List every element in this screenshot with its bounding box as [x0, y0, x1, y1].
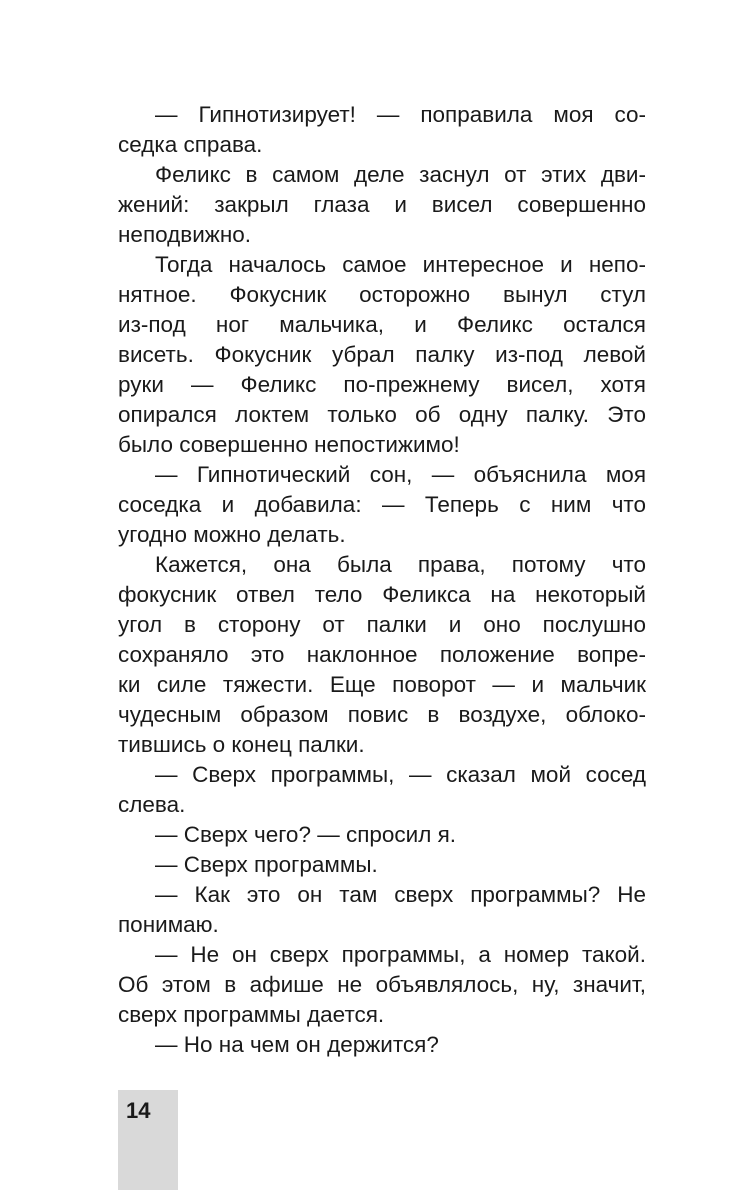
text-line: нятное. Фокусник осторожно вынул стул — [118, 282, 646, 307]
text-line: — Как это он там сверх программы? Не — [155, 882, 646, 907]
paragraph — [118, 880, 646, 940]
text-line: чудесным образом повис в воздухе, облоко- — [118, 702, 646, 727]
text-line: угол в сторону от палки и оно послушно — [118, 612, 646, 637]
text-line: фокусник отвел тело Феликса на некоторый — [118, 582, 646, 607]
paragraph — [118, 460, 646, 550]
paragraph — [118, 850, 646, 880]
text-line: неподвижно. — [118, 222, 252, 247]
text-line: соседка и добавила: — Теперь с ним что — [118, 492, 646, 517]
text-line: жений: закрыл глаза и висел совершенно — [118, 192, 646, 217]
text-line: Об этом в афише не объявлялось, ну, значит, — [118, 972, 646, 997]
paragraph — [118, 760, 646, 820]
text-line: тившись о конец палки. — [118, 732, 365, 757]
text-line: — Сверх программы. — [155, 852, 378, 877]
text-line: сохраняло это наклонное положение вопре- — [118, 642, 646, 667]
page-body — [118, 100, 646, 1060]
paragraph — [118, 160, 646, 250]
text-line: Феликс в самом деле заснул от этих дви- — [155, 162, 646, 187]
text-line: ки силе тяжести. Еще поворот — и мальчик — [118, 672, 646, 697]
text-line: — Не он сверх программы, а номер такой. — [155, 942, 646, 967]
text-line: опирался локтем только об одну палку. Это — [118, 402, 646, 427]
text-line: — Сверх чего? — спросил я. — [155, 822, 457, 847]
page-number: 14 — [126, 1098, 151, 1123]
text-line: из-под ног мальчика, и Феликс остался — [118, 312, 646, 337]
text-line: — Гипнотический сон, — объяснила моя — [155, 462, 646, 487]
paragraph — [118, 550, 646, 760]
text-line: седка справа. — [118, 132, 263, 157]
text-line: руки — Феликс по-прежнему висел, хотя — [118, 372, 646, 397]
text-line: понимаю. — [118, 912, 219, 937]
paragraph — [118, 250, 646, 460]
text-line: слева. — [118, 792, 186, 817]
text-line: угодно можно делать. — [118, 522, 346, 547]
paragraph — [118, 940, 646, 1030]
text-line: — Гипнотизирует! — поправила моя со- — [155, 102, 646, 127]
paragraph — [118, 100, 646, 160]
text-line: — Но на чем он держится? — [155, 1032, 439, 1057]
text-line: было совершенно непостижимо! — [118, 432, 460, 457]
page-number-tab — [118, 1090, 178, 1190]
text-line: сверх программы дается. — [118, 1002, 385, 1027]
text-line: Кажется, она была права, потому что — [155, 552, 646, 577]
text-line: Тогда началось самое интересное и непо- — [155, 252, 646, 277]
text-line: — Сверх программы, — сказал мой сосед — [155, 762, 646, 787]
paragraph — [118, 820, 646, 850]
paragraph — [118, 1030, 646, 1060]
text-line: висеть. Фокусник убрал палку из-под левой — [118, 342, 646, 367]
